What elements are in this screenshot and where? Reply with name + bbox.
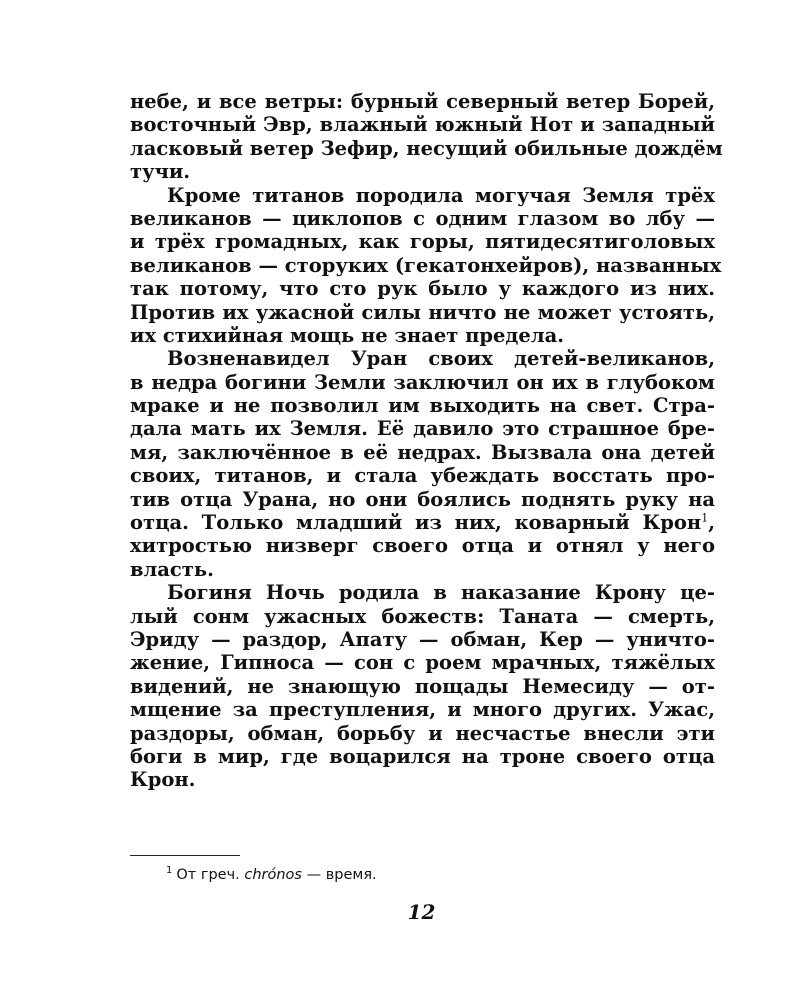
text-line-body: отца. Только младший из них, коварный Крон xyxy=(130,511,702,535)
text-line: дала мать их Земля. Её давило это страшное бре- xyxy=(130,417,715,441)
text-line: Богиня Ночь родила в наказание Крону це- xyxy=(167,581,715,605)
text-line: лый сонм ужасных божеств: Таната — смерть, xyxy=(130,604,715,628)
text-line: мя, заключённое в её недрах. Вызвала она детей xyxy=(130,440,715,464)
text-line: великанов — сторуких (гекатонхейров), названных xyxy=(130,253,722,277)
text-line: тучи. xyxy=(130,160,191,184)
footnote xyxy=(166,866,377,884)
text-line: так потому, что сто рук было у каждого из них. xyxy=(130,277,715,301)
text-line: видений, не знающую пощады Немесиду — от- xyxy=(130,674,715,698)
paragraph-4 xyxy=(130,581,715,792)
text-line: Крон. xyxy=(130,768,196,792)
paragraph-1 xyxy=(130,90,723,184)
text-line: раздоры, обман, борьбу и несчастье внесли эти xyxy=(130,721,715,745)
footnote-ref-punctuation: , xyxy=(708,511,715,535)
body-text xyxy=(130,90,723,792)
footnote-prefix: От греч. xyxy=(176,867,240,883)
text-line: великанов — циклопов с одним глазом во лбу — xyxy=(130,206,715,230)
text-line: боги в мир, где воцарился на троне своего отца xyxy=(130,744,715,768)
text-line: в недра богини Земли заключил он их в глубоком xyxy=(130,370,715,394)
text-line: хитростью низверг своего отца и отнял у него xyxy=(130,534,715,558)
footnote-divider xyxy=(130,855,240,856)
text-line: их стихийная мощь не знает предела. xyxy=(130,323,565,347)
paragraph-2 xyxy=(130,183,722,348)
text-line: Против их ужасной силы ничто не может устоять, xyxy=(130,300,715,324)
text-line: Эриду — раздор, Апату — обман, Кер — уничто- xyxy=(130,627,715,651)
footnote-reference[interactable]: 1 xyxy=(701,511,709,525)
text-line: своих, титанов, и стала убеждать восстать про- xyxy=(130,464,715,488)
text-line: небе, и все ветры: бурный северный ветер Борей, xyxy=(130,90,715,113)
paragraph-3 xyxy=(130,347,715,581)
text-line: Возненавидел Уран своих детей-великанов, xyxy=(167,347,715,371)
footnote-suffix: — время. xyxy=(306,867,377,883)
footnote-term: chrónos xyxy=(244,867,302,883)
text-line: жение, Гипноса — сон с роем мрачных, тяжёлых xyxy=(130,651,715,675)
text-line: власть. xyxy=(130,557,214,581)
text-line: мщение за преступления, и много других. Ужас, xyxy=(130,698,715,722)
text-line: мраке и не позволил им выходить на свет. Стра- xyxy=(130,394,715,418)
text-line: Кроме титанов породила могучая Земля трёх xyxy=(167,183,715,207)
text-line-with-footnote-ref xyxy=(130,511,715,534)
text-line: тив отца Урана, но они боялись поднять руку на xyxy=(130,487,715,511)
text-line: ласковый ветер Зефир, несущий обильные дождём xyxy=(130,136,723,160)
text-line: восточный Эвр, влажный южный Нот и западный xyxy=(130,113,715,137)
page-number: 12 xyxy=(407,900,436,924)
footnote-mark: 1 xyxy=(166,865,173,877)
text-line: и трёх громадных, как горы, пятидесятиголовых xyxy=(130,230,715,254)
